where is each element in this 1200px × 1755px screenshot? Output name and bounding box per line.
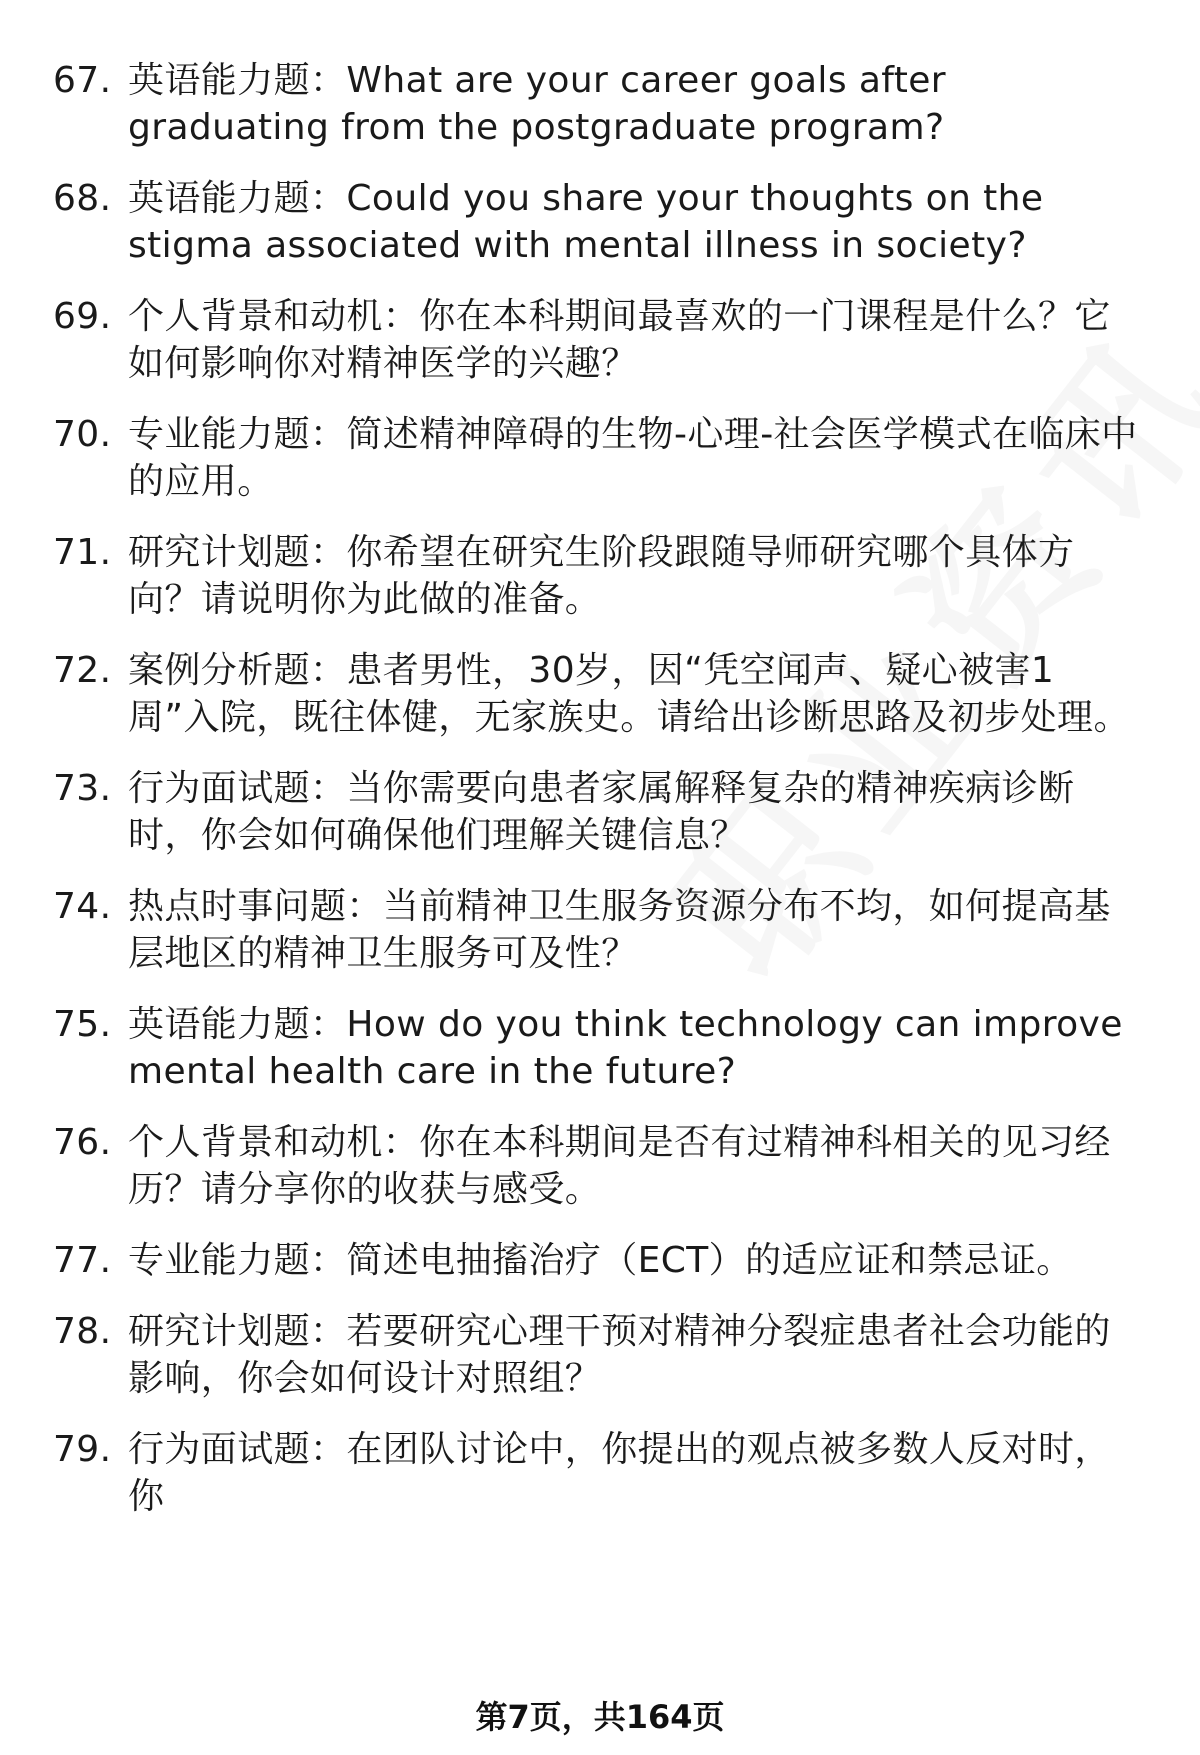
question-number: 72. <box>53 650 112 691</box>
question-number: 67. <box>53 60 112 101</box>
question-text: 专业能力题：简述电抽搐治疗（ECT）的适应证和禁忌证。 <box>128 1240 1073 1281</box>
question-number: 68. <box>53 178 112 219</box>
question-item-67 <box>0 57 1200 151</box>
question-list <box>0 57 1200 1544</box>
question-text: 个人背景和动机：你在本科期间是否有过精神科相关的见习经历？请分享你的收获与感受。 <box>128 1122 1111 1210</box>
question-number: 73. <box>53 768 112 809</box>
question-item-73 <box>0 765 1200 859</box>
question-number: 77. <box>53 1240 112 1281</box>
question-text: 行为面试题：当你需要向患者家属解释复杂的精神疾病诊断时，你会如何确保他们理解关键信息？ <box>128 768 1075 856</box>
question-item-76 <box>0 1119 1200 1213</box>
question-item-74 <box>0 883 1200 977</box>
question-item-78 <box>0 1308 1200 1402</box>
question-item-75 <box>0 1001 1200 1095</box>
question-item-77 <box>0 1237 1200 1284</box>
question-number: 74. <box>53 886 112 927</box>
question-item-70 <box>0 411 1200 505</box>
question-number: 76. <box>53 1122 112 1163</box>
question-item-79 <box>0 1426 1200 1520</box>
question-number: 71. <box>53 532 112 573</box>
question-number: 75. <box>53 1004 112 1045</box>
question-number: 79. <box>53 1429 112 1470</box>
question-text: 专业能力题：简述精神障碍的生物-心理-社会医学模式在临床中的应用。 <box>128 414 1138 502</box>
question-item-72 <box>0 647 1200 741</box>
question-number: 70. <box>53 414 112 455</box>
question-item-68 <box>0 175 1200 269</box>
question-text: 研究计划题：你希望在研究生阶段跟随导师研究哪个具体方向？请说明你为此做的准备。 <box>128 532 1075 620</box>
question-text: 个人背景和动机：你在本科期间最喜欢的一门课程是什么？它如何影响你对精神医学的兴趣？ <box>128 296 1111 384</box>
question-item-71 <box>0 529 1200 623</box>
question-item-69 <box>0 293 1200 387</box>
question-text: 案例分析题：患者男性，30岁，因“凭空闻声、疑心被害1周”入院，既往体健，无家族史。请给出诊断思路及初步处理。 <box>128 650 1130 738</box>
question-text: 热点时事问题：当前精神卫生服务资源分布不均，如何提高基层地区的精神卫生服务可及性？ <box>128 886 1111 974</box>
page-footer: 第7页，共164页 <box>475 1698 725 1736</box>
question-text: 研究计划题：若要研究心理干预对精神分裂症患者社会功能的影响，你会如何设计对照组？ <box>128 1311 1111 1399</box>
question-number: 78. <box>53 1311 112 1352</box>
question-number: 69. <box>53 296 112 337</box>
question-text: 英语能力题：What are your career goals after graduating from the postgraduate program? <box>128 60 946 148</box>
question-text: 行为面试题：在团队讨论中，你提出的观点被多数人反对时，你 <box>128 1429 1111 1517</box>
question-text: 英语能力题：How do you think technology can improve mental health care in the future? <box>128 1004 1123 1092</box>
question-text: 英语能力题：Could you share your thoughts on the stigma associated with mental illness in society? <box>128 178 1044 266</box>
